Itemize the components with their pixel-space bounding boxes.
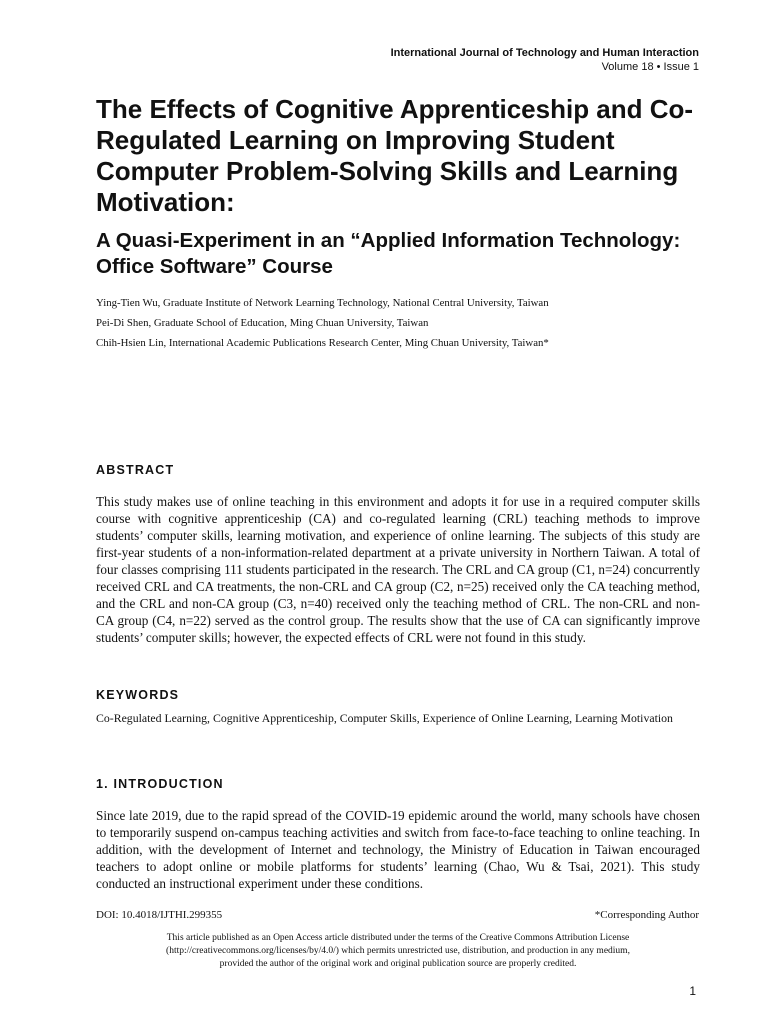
doi-link[interactable]: DOI: 10.4018/IJTHI.299355 — [96, 909, 223, 921]
license-line: This article published as an Open Access article distributed under the terms of the Creative Commons Attribution License — [166, 933, 630, 943]
journal-name: International Journal of Technology and Human Interaction — [390, 47, 699, 59]
author-affiliation: Ying-Tien Wu, Graduate Institute of Network Learning Technology, National Central University, Taiwan — [96, 297, 549, 309]
page-number: 1 — [689, 984, 696, 998]
keywords-text: Co-Regulated Learning, Cognitive Apprenticeship, Computer Skills, Experience of Online Learning, Learning Motivation — [96, 711, 673, 725]
article-subtitle: A Quasi-Experiment in an “Applied Information Technology: Office Software” Course — [96, 229, 681, 278]
license-line: provided the author of the original work and original publication source are properly credited. — [219, 959, 577, 969]
volume-issue: Volume 18 • Issue 1 — [601, 61, 699, 73]
corresponding-author-note: *Corresponding Author — [594, 909, 699, 921]
abstract-heading: ABSTRACT — [96, 463, 175, 477]
author-affiliation: Pei-Di Shen, Graduate School of Education, Ming Chuan University, Taiwan — [96, 317, 429, 329]
license-line: (http://creativecommons.org/licenses/by/4.0/) which permits unrestricted use, distribution, and production in any medium, — [166, 946, 630, 956]
introduction-text: Since late 2019, due to the rapid spread of the COVID-19 epidemic around the world, many schools have chosen to temporarily suspend on-campus teaching activities and switch from face-to-face teaching to online teaching. In addition, with the development of Internet and technology, the Ministry of Education in Taiwan encouraged teachers to adopt online or mobile platforms for students’ learning (Chao, Wu & Tsai, 2021). This study conducted an instructional experiment under these conditions. — [96, 808, 700, 891]
article-title: The Effects of Cognitive Apprenticeship and Co-Regulated Learning on Improving Student Computer Problem-Solving Skills and Learning Motivation: — [96, 94, 694, 217]
author-list — [96, 293, 696, 353]
journal-header — [391, 46, 699, 74]
abstract-text: This study makes use of online teaching in this environment and adopts it for use in a required computer skills course with cognitive apprenticeship (CA) and co-regulated learning (CRL) teaching methods to improve students’ computer skills, learning motivation, and experience of online learning. The subjects of this study are first-year students of a non-information-related department at a private university in Northern Taiwan. A total of four classes comprising 111 students participated in the research. The CRL and CA group (C1, n=24) concurrently received CRL and CA treatments, the non-CRL and CA group (C2, n=25) received only the CA teaching method, and the CRL and non-CA group (C3, n=40) received only the teaching method of CRL. The non-CRL and non-CA group (C4, n=22) served as the control group. The results show that the use of CA can significantly improve students’ computer skills; however, the expected effects of CRL were not found in this study. — [96, 494, 700, 645]
license-notice — [96, 932, 700, 971]
keywords-heading: KEYWORDS — [96, 688, 180, 702]
introduction-heading: 1. INTRODUCTION — [96, 777, 224, 791]
author-affiliation: Chih-Hsien Lin, International Academic Publications Research Center, Ming Chuan University, Taiwan* — [96, 337, 549, 349]
